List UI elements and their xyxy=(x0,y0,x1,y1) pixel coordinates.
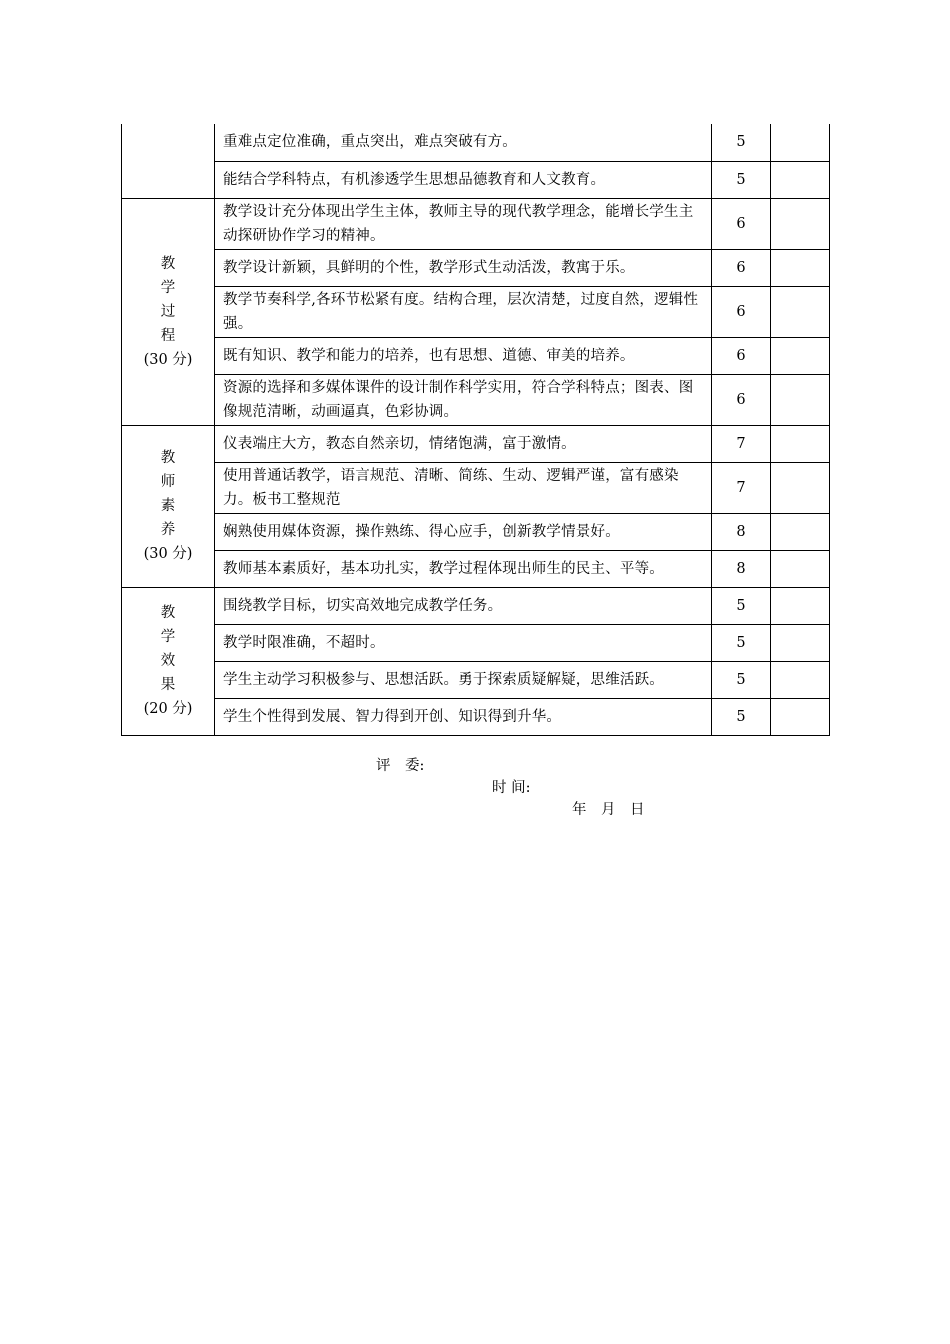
max-score: 8 xyxy=(712,550,771,587)
awarded-score-field[interactable] xyxy=(771,337,830,374)
table-row xyxy=(122,587,830,624)
table-row xyxy=(122,198,830,249)
criterion-text: 学生个性得到发展、智力得到开创、知识得到升华。 xyxy=(215,698,712,735)
reviewer-label: 评 委: xyxy=(376,758,425,774)
table-row xyxy=(122,374,830,425)
criterion-text: 教学设计充分体现出学生主体，教师主导的现代教学理念，能增长学生主动探研协作学习的精神。 xyxy=(215,198,712,249)
awarded-score-field[interactable] xyxy=(771,698,830,735)
criterion-text: 仪表端庄大方，教态自然亲切，情绪饱满，富于激情。 xyxy=(215,425,712,462)
max-score: 6 xyxy=(712,249,771,286)
max-score: 5 xyxy=(712,124,771,161)
category-points: (30 分) xyxy=(143,546,193,562)
table-row xyxy=(122,286,830,337)
awarded-score-field[interactable] xyxy=(771,198,830,249)
category-char: 教 xyxy=(160,605,176,621)
category-char: 教 xyxy=(160,255,176,272)
table-row xyxy=(122,161,830,198)
category-char: 果 xyxy=(160,677,176,693)
max-score: 6 xyxy=(712,286,771,337)
category-points: (20 分) xyxy=(143,701,193,717)
category-char: 学 xyxy=(160,279,176,296)
date-template: 年 月 日 xyxy=(572,802,645,818)
category-char: 师 xyxy=(160,474,176,490)
table-row xyxy=(122,249,830,286)
awarded-score-field[interactable] xyxy=(771,462,830,513)
max-score: 5 xyxy=(712,661,771,698)
awarded-score-field[interactable] xyxy=(771,249,830,286)
max-score: 5 xyxy=(712,587,771,624)
criterion-text: 既有知识、教学和能力的培养，也有思想、道德、审美的培养。 xyxy=(215,337,712,374)
evaluation-table-body xyxy=(122,124,830,735)
table-row xyxy=(122,462,830,513)
category-char: 程 xyxy=(160,327,176,344)
awarded-score-field[interactable] xyxy=(771,624,830,661)
category-cell xyxy=(122,198,215,425)
awarded-score-field[interactable] xyxy=(771,513,830,550)
table-row xyxy=(122,337,830,374)
max-score: 7 xyxy=(712,425,771,462)
criterion-text: 学生主动学习积极参与、思想活跃。勇于探索质疑解疑，思维活跃。 xyxy=(215,661,712,698)
category-char: 效 xyxy=(160,653,176,669)
table-row xyxy=(122,661,830,698)
max-score: 5 xyxy=(712,161,771,198)
criterion-text: 重难点定位准确，重点突出，难点突破有方。 xyxy=(215,124,712,161)
max-score: 6 xyxy=(712,337,771,374)
criterion-text: 教学时限准确，不超时。 xyxy=(215,624,712,661)
awarded-score-field[interactable] xyxy=(771,374,830,425)
category-char: 养 xyxy=(160,522,176,538)
table-row xyxy=(122,425,830,462)
category-char: 过 xyxy=(160,303,176,320)
table-row xyxy=(122,513,830,550)
awarded-score-field[interactable] xyxy=(771,124,830,161)
evaluation-table xyxy=(121,124,830,736)
time-label: 时 间: xyxy=(492,780,531,796)
criterion-text: 围绕教学目标，切实高效地完成教学任务。 xyxy=(215,587,712,624)
table-row xyxy=(122,698,830,735)
criterion-text: 使用普通话教学，语言规范、清晰、简练、生动、逻辑严谨，富有感染力。板书工整规范 xyxy=(215,462,712,513)
awarded-score-field[interactable] xyxy=(771,550,830,587)
table-row xyxy=(122,624,830,661)
awarded-score-field[interactable] xyxy=(771,286,830,337)
category-cell xyxy=(122,425,215,587)
max-score: 5 xyxy=(712,624,771,661)
max-score: 6 xyxy=(712,198,771,249)
category-char: 素 xyxy=(160,498,176,514)
category-char: 教 xyxy=(160,450,176,466)
table-row xyxy=(122,550,830,587)
table-row xyxy=(122,124,830,161)
category-char: 学 xyxy=(160,629,176,645)
category-points: (30 分) xyxy=(143,351,193,368)
signature-footer xyxy=(0,733,950,821)
awarded-score-field[interactable] xyxy=(771,425,830,462)
criterion-text: 教学设计新颖，具鲜明的个性，教学形式生动活泼，教寓于乐。 xyxy=(215,249,712,286)
max-score: 7 xyxy=(712,462,771,513)
max-score: 6 xyxy=(712,374,771,425)
criterion-text: 资源的选择和多媒体课件的设计制作科学实用，符合学科特点；图表、图像规范清晰，动画逼真，色彩协调。 xyxy=(215,374,712,425)
criterion-text: 娴熟使用媒体资源，操作熟练、得心应手，创新教学情景好。 xyxy=(215,513,712,550)
criterion-text: 教师基本素质好，基本功扎实，教学过程体现出师生的民主、平等。 xyxy=(215,550,712,587)
awarded-score-field[interactable] xyxy=(771,161,830,198)
criterion-text: 教学节奏科学,各环节松紧有度。结构合理，层次清楚，过度自然，逻辑性强。 xyxy=(215,286,712,337)
awarded-score-field[interactable] xyxy=(771,587,830,624)
criterion-text: 能结合学科特点，有机渗透学生思想品德教育和人文教育。 xyxy=(215,161,712,198)
category-cell xyxy=(122,124,215,198)
max-score: 5 xyxy=(712,698,771,735)
max-score: 8 xyxy=(712,513,771,550)
category-cell xyxy=(122,587,215,735)
awarded-score-field[interactable] xyxy=(771,661,830,698)
